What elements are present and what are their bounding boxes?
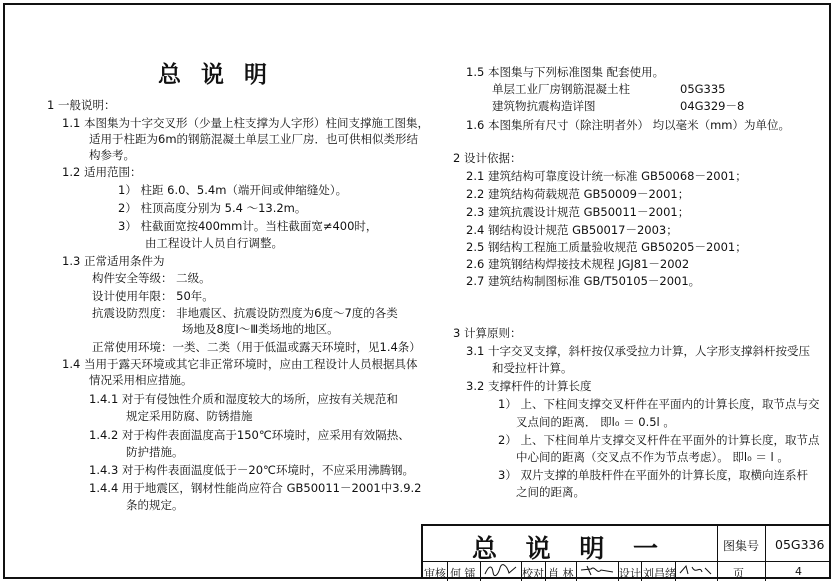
text-line: 1.5 本图集与下列标准图集 配套使用。 bbox=[466, 65, 665, 79]
title-block bbox=[421, 524, 831, 579]
page-title: 总 说 明 bbox=[158, 62, 274, 88]
section-3-heading: 3 计算原则： bbox=[453, 326, 522, 340]
review-label: 审核 bbox=[424, 567, 446, 580]
reviewer-signature bbox=[483, 563, 519, 577]
text-line: 1.4.4 用于地震区，钢材性能尚应符合 GB50011－2001中3.9.2 bbox=[89, 481, 422, 495]
text-line: 适用于柱距为6m的钢筋混凝土单层工业厂房．也可供相似类形结 bbox=[89, 132, 419, 146]
text-line: 2） 上、下柱间单片支撑交叉杆件在平面外的计算长度，取节点 bbox=[498, 433, 820, 447]
design-label: 设计 bbox=[619, 567, 641, 580]
text-line: 2.2 建筑结构荷载规范 GB50009－2001； bbox=[466, 187, 690, 201]
text-line: 构参考。 bbox=[89, 148, 135, 162]
section-1-heading: 1 一般说明： bbox=[47, 98, 116, 112]
atlas-no: 05G336 bbox=[775, 537, 825, 552]
text-line: 1） 柱距 6.0、5.4m（端开间或伸缩缝处）。 bbox=[118, 183, 348, 197]
reviewer-name: 何 镭 bbox=[450, 567, 476, 580]
checker-name: 肖 林 bbox=[548, 567, 574, 580]
divider bbox=[576, 562, 577, 581]
divider bbox=[765, 526, 766, 581]
text-line: 场地及8度Ⅰ～Ⅲ类场地的地区。 bbox=[182, 322, 339, 336]
text-line: 2） 柱顶高度分别为 5.4 ～13.2m。 bbox=[118, 201, 307, 215]
text-line: 叉点间的距离． 即l₀ ＝ 0.5l 。 bbox=[516, 415, 675, 429]
text-line: 1.1 本图集为十字交叉形（少量上柱支撑为人字形）柱间支撑施工图集， bbox=[62, 116, 429, 130]
divider bbox=[641, 562, 642, 581]
text-line: 1.2 适用范围： bbox=[62, 165, 142, 179]
ref-atlas-code: 04G329－8 bbox=[680, 99, 745, 113]
page-label: 页 bbox=[733, 567, 744, 580]
atlas-no-label: 图集号 bbox=[723, 539, 760, 553]
divider bbox=[480, 562, 481, 581]
text-line: 3.1 十字交叉支撑，斜杆按仅承受拉力计算，人字形支撑斜杆按受压 bbox=[466, 344, 810, 358]
text-line: 2.7 建筑结构制图标准 GB/T50105－2001。 bbox=[466, 274, 701, 288]
text-line: 抗震设防烈度： 非地震区、抗震设防烈度为6度～7度的各类 bbox=[92, 306, 398, 320]
text-line: 情况采用相应措施。 bbox=[89, 373, 193, 387]
text-line: 之间的距离。 bbox=[516, 485, 585, 499]
designer-signature bbox=[678, 563, 714, 577]
text-line: 1.4.3 对于构件表面温度低于－20℃环境时，不应采用沸腾钢。 bbox=[89, 463, 414, 477]
check-label: 校对 bbox=[522, 567, 544, 580]
page-number: 4 bbox=[795, 565, 802, 578]
text-line: 防护措施。 bbox=[126, 445, 184, 459]
text-line: 正常使用环境：一类、二类（用于低温或露天环境时，见1.4条） bbox=[92, 340, 421, 354]
divider bbox=[545, 562, 546, 581]
divider bbox=[447, 562, 448, 581]
text-line: 1） 上、下柱间支撑交叉杆件在平面内的计算长度，取节点与交 bbox=[498, 397, 820, 411]
text-line: 设计使用年限： 50年。 bbox=[92, 289, 214, 303]
ref-atlas-name: 单层工业厂房钢筋混凝土柱 bbox=[492, 82, 630, 96]
text-line: 条的规定。 bbox=[126, 498, 184, 512]
text-line: 2.5 钢结构工程施工质量验收规范 GB50205－2001； bbox=[466, 240, 747, 254]
section-2-heading: 2 设计依据： bbox=[453, 151, 522, 165]
text-line: 1.6 本图集所有尺寸（除注明者外） 均以毫米（mm）为单位。 bbox=[466, 118, 791, 132]
text-line: 3.2 支撑杆件的计算长度 bbox=[466, 379, 592, 393]
text-line: 构件安全等级： 二级。 bbox=[92, 271, 211, 285]
designer-name: 刘昌绪 bbox=[643, 567, 676, 580]
divider bbox=[717, 526, 718, 581]
text-line: 1.3 正常适用条件为 bbox=[62, 254, 165, 268]
checker-signature bbox=[579, 563, 617, 577]
text-line: 2.3 建筑抗震设计规范 GB50011－2001； bbox=[466, 205, 690, 219]
text-line: 由工程设计人员自行调整。 bbox=[145, 236, 283, 250]
text-line: 1.4.1 对于有侵蚀性介质和湿度较大的场所，应按有关规范和 bbox=[89, 392, 398, 406]
text-line: 2.6 建筑钢结构焊接技术规程 JGJ81－2002 bbox=[466, 257, 690, 271]
ref-atlas-code: 05G335 bbox=[680, 82, 726, 96]
ref-atlas-name: 建筑物抗震构造详图 bbox=[492, 99, 596, 113]
text-line: 规定采用防腐、防锈措施 bbox=[126, 409, 253, 423]
text-line: 中心间的距离（交叉点不作为节点考虑）。 即l₀ ＝ l 。 bbox=[516, 450, 789, 464]
text-line: 2.4 钢结构设计规范 GB50017－2003； bbox=[466, 223, 678, 237]
text-line: 3） 柱截面宽按400mm计。当柱截面宽≠400时， bbox=[118, 219, 378, 233]
text-line: 2.1 建筑结构可靠度设计统一标准 GB50068－2001； bbox=[466, 169, 747, 183]
text-line: 1.4 当用于露天环境或其它非正常环境时，应由工程设计人员根据具体 bbox=[62, 357, 418, 371]
sheet-title: 总 说 明 一 bbox=[471, 534, 669, 563]
text-line: 1.4.2 对于构件表面温度高于150℃环境时，应采用有效隔热、 bbox=[89, 428, 410, 442]
text-line: 3） 双片支撑的单肢杆件在平面外的计算长度，取横向连系杆 bbox=[498, 468, 808, 482]
text-line: 和受拉杆计算。 bbox=[492, 361, 573, 375]
